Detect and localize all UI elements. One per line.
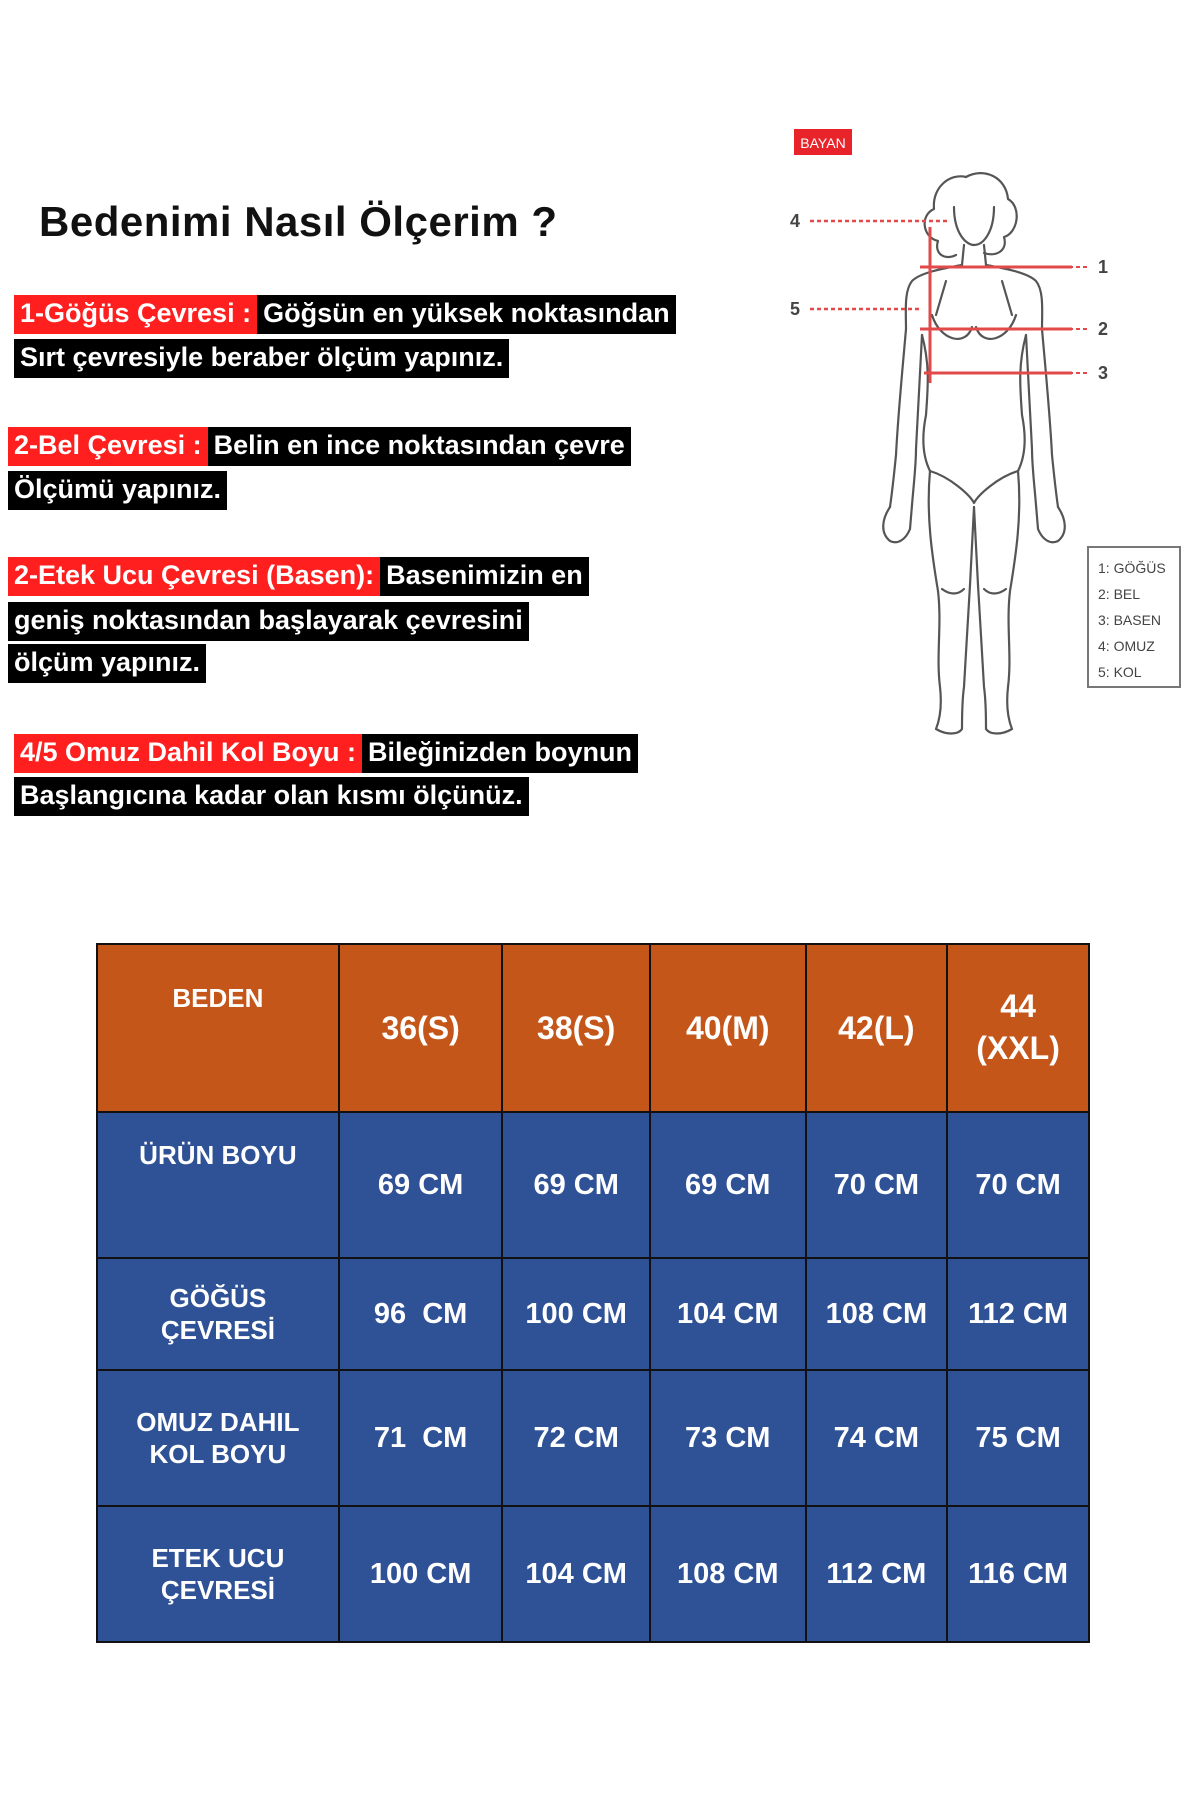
table-cell: 112 CM (947, 1258, 1089, 1370)
instruction-text: Bileğinizden boynun (362, 734, 638, 773)
row-label: ETEK UCU ÇEVRESİ (97, 1506, 339, 1642)
header-cell: 40(M) (650, 944, 806, 1112)
instruction-label: 1-Göğüs Çevresi : (14, 295, 257, 334)
marker-2: 2 (1098, 319, 1109, 339)
bayan-badge (794, 129, 852, 155)
row-label: ÜRÜN BOYU (97, 1112, 339, 1258)
table-cell: 70 CM (806, 1112, 948, 1258)
instruction-text: Başlangıcına kadar olan kısmı ölçünüz. (14, 777, 529, 816)
table-row (97, 1112, 1089, 1258)
instruction-text: Basenimizin en (380, 557, 589, 596)
body-measurement-figure (770, 115, 1190, 765)
header-cell: 42(L) (806, 944, 948, 1112)
badge-label: BAYAN (800, 135, 846, 151)
table-cell: 75 CM (947, 1370, 1089, 1506)
table-cell: 73 CM (650, 1370, 806, 1506)
legend-item: 3: BASEN (1098, 612, 1162, 628)
header-cell: 44 (XXL) (947, 944, 1089, 1112)
instruction-text: Ölçümü yapınız. (8, 471, 227, 510)
marker-1: 1 (1098, 257, 1109, 277)
size-chart-table (96, 943, 1090, 1643)
header-cell: 36(S) (339, 944, 503, 1112)
table-row (97, 1370, 1089, 1506)
marker-4: 4 (790, 211, 801, 231)
instruction-text: Sırt çevresiyle beraber ölçüm yapınız. (14, 339, 509, 378)
table-cell: 112 CM (806, 1506, 948, 1642)
row-label: OMUZ DAHIL KOL BOYU (97, 1370, 339, 1506)
table-row (97, 1258, 1089, 1370)
table-cell: 116 CM (947, 1506, 1089, 1642)
table-cell: 69 CM (339, 1112, 503, 1258)
instruction-label: 2-Etek Ucu Çevresi (Basen): (8, 557, 380, 596)
table-cell: 69 CM (502, 1112, 650, 1258)
marker-3: 3 (1098, 363, 1109, 383)
instruction-label: 2-Bel Çevresi : (8, 427, 208, 466)
legend-item: 2: BEL (1098, 586, 1141, 602)
table-cell: 69 CM (650, 1112, 806, 1258)
marker-5: 5 (790, 299, 801, 319)
legend-item: 5: KOL (1098, 664, 1142, 680)
table-cell: 108 CM (806, 1258, 948, 1370)
instruction-label: 4/5 Omuz Dahil Kol Boyu : (14, 734, 362, 773)
table-header-row (97, 944, 1089, 1112)
instruction-text: ölçüm yapınız. (8, 644, 206, 683)
legend-item: 1: GÖĞÜS (1098, 560, 1166, 576)
page-title: Bedenimi Nasıl Ölçerim ? (39, 198, 558, 245)
measurement-lines (810, 221, 1090, 383)
table-cell: 100 CM (339, 1506, 503, 1642)
table-cell: 72 CM (502, 1370, 650, 1506)
measurement-markers (790, 211, 1108, 383)
figure-legend (1088, 547, 1180, 687)
woman-silhouette-icon (883, 173, 1065, 733)
header-cell: BEDEN (97, 944, 339, 1112)
table-cell: 70 CM (947, 1112, 1089, 1258)
row-label: GÖĞÜS ÇEVRESİ (97, 1258, 339, 1370)
header-cell: 38(S) (502, 944, 650, 1112)
instruction-text: Belin en ince noktasından çevre (208, 427, 631, 466)
table-cell: 71 CM (339, 1370, 503, 1506)
table-cell: 108 CM (650, 1506, 806, 1642)
table-cell: 96 CM (339, 1258, 503, 1370)
instruction-text: geniş noktasından başlayarak çevresini (8, 602, 529, 641)
table-cell: 74 CM (806, 1370, 948, 1506)
table-cell: 104 CM (502, 1506, 650, 1642)
instruction-text: Göğsün en yüksek noktasından (257, 295, 676, 334)
legend-item: 4: OMUZ (1098, 638, 1155, 654)
table-cell: 104 CM (650, 1258, 806, 1370)
table-row (97, 1506, 1089, 1642)
table-cell: 100 CM (502, 1258, 650, 1370)
